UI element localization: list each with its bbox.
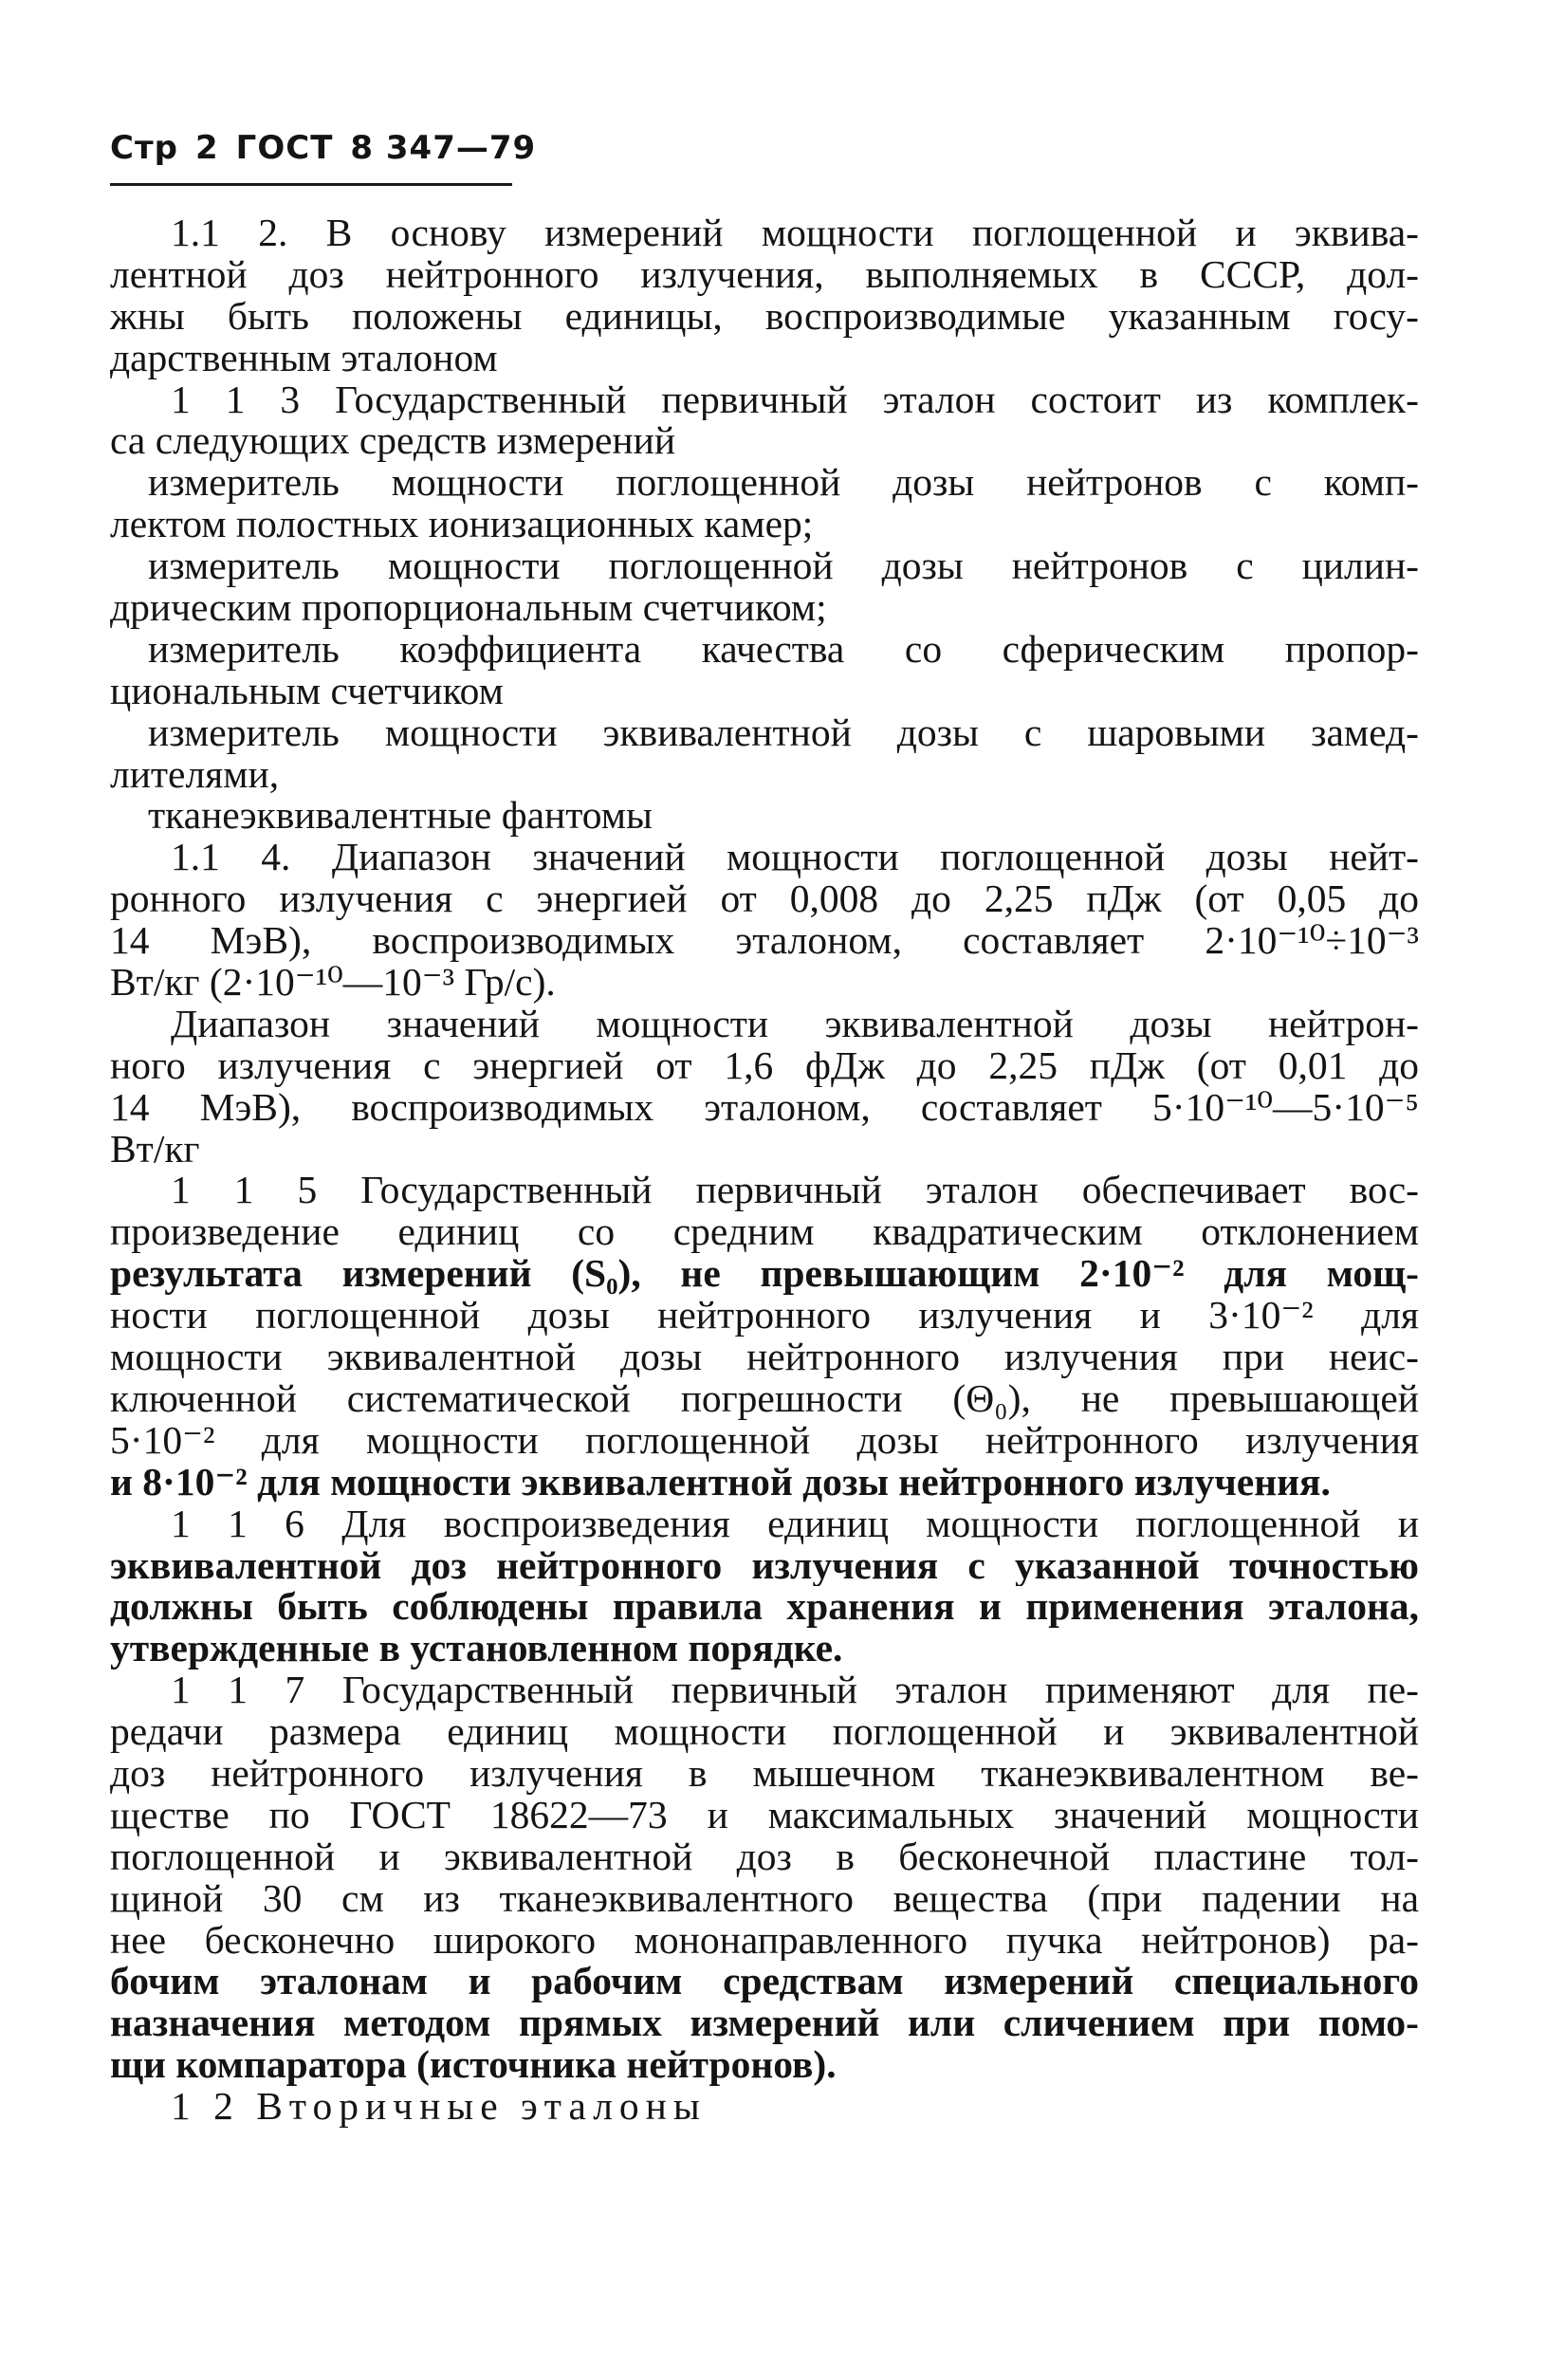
text-line: 1 1 6 Для воспроизведения единиц мощности поглощенной и	[171, 1503, 1419, 1545]
text-line: и 8·10⁻² для мощности эквивалентной дозы нейтронного излучения.	[110, 1461, 1331, 1504]
text-line: 14 МэВ), воспроизводимых эталоном, составляет 5·10⁻¹⁰—5·10⁻⁵	[110, 1086, 1419, 1129]
text-line: са следующих средств измерений	[110, 420, 676, 463]
text-line: результата измерений (S₀), не превышающим 2·10⁻² для мощ-	[110, 1253, 1419, 1296]
section-heading: 1 2 Вторичные эталоны	[171, 2086, 707, 2128]
document-body	[110, 212, 1419, 2128]
text-line: ключенной систематической погрешности (Θ₀), не превышающей	[110, 1377, 1419, 1420]
page-label: Стр	[110, 129, 178, 167]
text-line: редачи размера единиц мощности поглощенной и эквивалентной	[110, 1711, 1419, 1753]
text-line: измеритель мощности эквивалентной дозы с шаровыми замед-	[148, 711, 1419, 754]
text-line: лентной доз нейтронного излучения, выполняемых в СССР, дол-	[110, 253, 1419, 296]
text-line: эквивалентной доз нейтронного излучения с указанной точностью	[110, 1544, 1419, 1587]
text-line: измеритель мощности поглощенной дозы нейтронов с цилин-	[148, 545, 1419, 588]
text-line: 1.1 4. Диапазон значений мощности поглощенной дозы нейт-	[171, 837, 1419, 879]
text-line: жны быть положены единицы, воспроизводимые указанным госу-	[110, 295, 1419, 338]
text-line: должны быть соблюдены правила хранения и применения эталона,	[110, 1586, 1419, 1629]
text-line: циональным счетчиком	[110, 670, 504, 712]
text-line: 1 1 3 Государственный первичный эталон состоит из комплек-	[171, 378, 1419, 421]
text-line: ронного излучения с энергией от 0,008 до 2,25 пДж (от 0,05 до	[110, 878, 1419, 921]
text-line: дрическим пропорциональным счетчиком;	[110, 587, 827, 629]
standard-name: ГОСТ	[235, 129, 334, 167]
standard-number: 8 347—79	[350, 129, 537, 167]
text-line: ществе по ГОСТ 18622—73 и максимальных значений мощности	[110, 1794, 1419, 1836]
text-line: тканеэквивалентные фантомы	[148, 795, 653, 838]
text-line: 1 1 5 Государственный первичный эталон обеспечивает вос-	[171, 1170, 1419, 1212]
text-line: доз нейтронного излучения в мышечном тканеэквивалентном ве-	[110, 1752, 1419, 1795]
text-line: ности поглощенной дозы нейтронного излучения и 3·10⁻² для	[110, 1295, 1419, 1338]
text-line: измеритель коэффициента качества со сферическим пропор-	[148, 628, 1419, 671]
text-line: 5·10⁻² для мощности поглощенной дозы нейтронного излучения	[110, 1419, 1419, 1462]
header-rule	[110, 183, 512, 186]
text-line: ного излучения с энергией от 1,6 фДж до 2,25 пДж (от 0,01 до	[110, 1044, 1419, 1087]
text-line: дарственным эталоном	[110, 337, 498, 379]
text-line: бочим эталонам и рабочим средствам измерений специального	[110, 1961, 1419, 2003]
text-line: измеритель мощности поглощенной дозы нейтронов с комп-	[148, 462, 1419, 505]
text-line: 1.1 2. В основу измерений мощности поглощенной и эквива-	[171, 212, 1419, 254]
text-line: Вт/кг (2·10⁻¹⁰—10⁻³ Гр/с).	[110, 962, 556, 1004]
text-line: утвержденные в установленном порядке.	[110, 1628, 843, 1670]
text-line: мощности эквивалентной дозы нейтронного излучения при неис-	[110, 1337, 1419, 1378]
text-line: назначения методом прямых измерений или сличением при помо-	[110, 2002, 1419, 2045]
text-line: 14 МэВ), воспроизводимых эталоном, составляет 2·10⁻¹⁰÷10⁻³	[110, 920, 1419, 963]
text-line: нее бесконечно широкого мононаправленного пучка нейтронов) ра-	[110, 1919, 1419, 1962]
page-header	[110, 129, 553, 167]
text-line: Диапазон значений мощности эквивалентной дозы нейтрон-	[171, 1003, 1419, 1045]
text-line: произведение единиц со средним квадратическим отклонением	[110, 1211, 1419, 1254]
text-line: 1 1 7 Государственный первичный эталон применяют для пе-	[171, 1670, 1419, 1712]
text-line: щи компаратора (источника нейтронов).	[110, 2044, 837, 2087]
text-line: щиной 30 см из тканеэквивалентного вещества (при падении на	[110, 1877, 1419, 1920]
text-line: поглощенной и эквивалентной доз в бесконечной пластине тол-	[110, 1836, 1419, 1878]
text-line: лителями,	[110, 753, 280, 796]
page-number: 2	[195, 129, 219, 167]
text-line: лектом полостных ионизационных камер;	[110, 504, 814, 546]
text-line: Вт/кг	[110, 1128, 200, 1171]
